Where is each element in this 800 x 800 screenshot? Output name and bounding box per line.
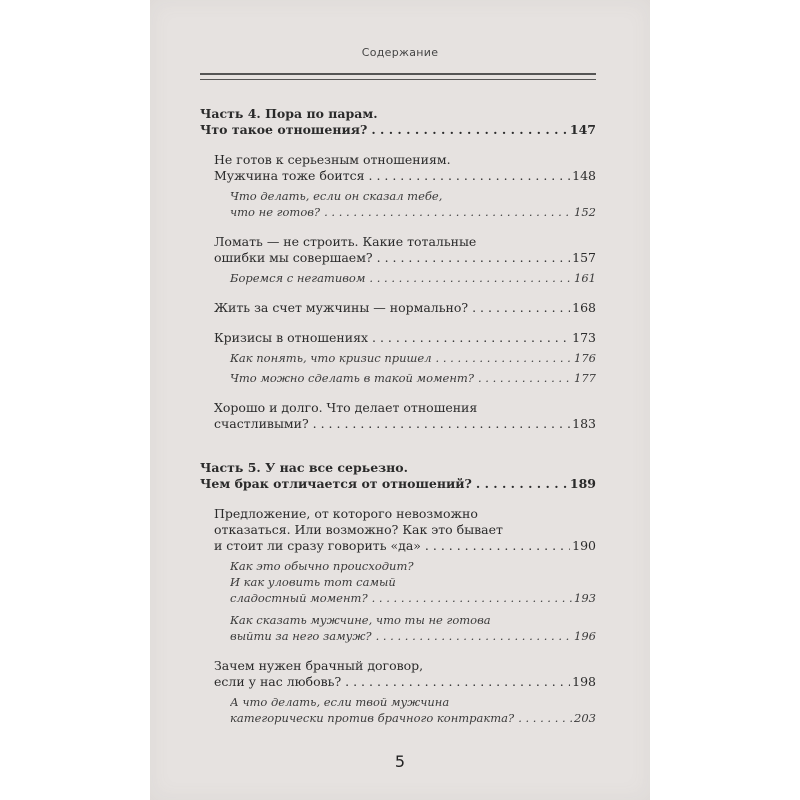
toc-entry-title-line: Мужчина тоже боится: [214, 168, 365, 183]
toc-entry-part: [200, 460, 596, 492]
toc-entry-title-line: Боремся с негативом: [230, 271, 366, 285]
toc-page-number: 147: [569, 122, 596, 137]
dot-leader: [425, 538, 570, 554]
toc-page-number: 177: [574, 371, 596, 385]
dot-leader: [324, 204, 572, 220]
toc-entry-title-line: и стоит ли сразу говорить «да»: [214, 538, 421, 553]
toc-entry-title-line: ошибки мы совершаем?: [214, 250, 373, 265]
book-page: [150, 0, 650, 800]
toc-entry-final-line: [214, 300, 596, 316]
dot-leader: [478, 370, 572, 386]
toc-entry-title-line: сладостный момент?: [230, 591, 368, 605]
toc-entry-title-line: Часть 5. У нас все серьезно.: [200, 460, 408, 475]
toc-page-number: 168: [572, 300, 596, 315]
toc-entry-final-line: [230, 204, 596, 220]
toc-entry-title-line: Чем брак отличается от отношений?: [200, 476, 472, 491]
toc-entry-final-line: [230, 350, 596, 366]
toc-entry-chap: [214, 506, 596, 554]
toc-entry-title-line: Как понять, что кризис пришел: [230, 351, 432, 365]
toc-entry-title-line: Ломать — не строить. Какие тотальные: [214, 234, 477, 249]
toc-page-number: 196: [574, 629, 596, 643]
toc-page-number: 152: [574, 205, 596, 219]
toc-entry-final-line: [214, 250, 596, 266]
toc-entry-chap: [214, 152, 596, 184]
dot-leader: [436, 350, 573, 366]
toc-entry-sub: [230, 558, 596, 606]
toc-entry-title-line: Часть 4. Пора по парам.: [200, 106, 378, 121]
toc-page-number: 157: [572, 250, 596, 265]
toc-entry-final-line: [214, 674, 596, 690]
toc-page-number: 189: [569, 476, 596, 491]
toc-entry-title-line: Как сказать мужчине, что ты не готова: [230, 613, 491, 627]
toc-entry-title-line: Кризисы в отношениях: [214, 330, 369, 345]
toc-entry-chap: [214, 300, 596, 316]
toc-entry-title-line: Зачем нужен брачный договор,: [214, 658, 424, 673]
toc-entry-final-line: [200, 122, 596, 138]
toc-entry-title-line: что не готов?: [230, 205, 321, 219]
toc-entry-title-line: Что делать, если он сказал тебе,: [230, 189, 443, 203]
toc-entry-sub: [230, 270, 596, 286]
toc-entry-final-line: [214, 330, 596, 346]
toc-page-number: 198: [572, 674, 596, 689]
dot-leader: [313, 416, 570, 432]
toc-entry-final-line: [230, 270, 596, 286]
toc-page-number: 183: [572, 416, 596, 431]
dot-leader: [371, 122, 568, 138]
header-rule-thin: [200, 79, 596, 80]
toc-entry-final-line: [214, 168, 596, 184]
dot-leader: [472, 300, 570, 316]
toc-entry-title-line: А что делать, если твой мужчина: [230, 695, 450, 709]
toc-entry-chap: [214, 234, 596, 266]
toc-entry-title-line: Как это обычно происходит?: [230, 559, 414, 573]
toc-entry-sub: [230, 612, 596, 644]
toc-entry-final-line: [214, 416, 596, 432]
toc-entry-title-line: счастливыми?: [214, 416, 309, 431]
toc-page-number: 190: [572, 538, 596, 553]
table-of-contents: [200, 106, 596, 726]
toc-entry-title-line: Что можно сделать в такой момент?: [230, 371, 474, 385]
toc-entry-chap: [214, 400, 596, 432]
dot-leader: [369, 270, 572, 286]
toc-entry-chap: [214, 330, 596, 346]
dot-leader: [372, 590, 572, 606]
dot-leader: [476, 476, 568, 492]
page-number: 5: [394, 752, 406, 771]
toc-entry-final-line: [230, 370, 596, 386]
toc-page-number: 203: [574, 711, 596, 725]
header-rule-thick: [200, 73, 596, 75]
toc-entry-title-line: Жить за счет мужчины — нормально?: [214, 300, 469, 315]
toc-page-number: 176: [574, 351, 596, 365]
dot-leader: [376, 628, 572, 644]
toc-page-number: 148: [572, 168, 596, 183]
toc-entry-title-line: Предложение, от которого невозможно: [214, 506, 478, 521]
toc-entry-chap: [214, 658, 596, 690]
dot-leader: [518, 710, 572, 726]
toc-entry-title-line: Что такое отношения?: [200, 122, 368, 137]
dot-leader: [369, 168, 571, 184]
toc-entry-title-line: выйти за него замуж?: [230, 629, 372, 643]
toc-entry-sub: [230, 350, 596, 366]
toc-entry-final-line: [214, 538, 596, 554]
toc-page-number: 161: [574, 271, 596, 285]
toc-entry-title-line: если у нас любовь?: [214, 674, 342, 689]
toc-entry-final-line: [230, 710, 596, 726]
toc-entry-title-line: И как уловить тот самый: [230, 575, 396, 589]
toc-entry-final-line: [200, 476, 596, 492]
toc-entry-title-line: Не готов к серьезным отношениям.: [214, 152, 451, 167]
dot-leader: [372, 330, 570, 346]
toc-entry-title-line: категорически против брачного контракта?: [230, 711, 515, 725]
toc-entry-final-line: [230, 628, 596, 644]
toc-page-number: 193: [574, 591, 596, 605]
toc-entry-title-line: Хорошо и долго. Что делает отношения: [214, 400, 478, 415]
toc-entry-final-line: [230, 590, 596, 606]
toc-entry-sub: [230, 694, 596, 726]
running-head: Содержание: [361, 46, 439, 59]
toc-entry-title-line: отказаться. Или возможно? Как это бывает: [214, 522, 503, 537]
toc-entry-part: [200, 106, 596, 138]
toc-page-number: 173: [572, 330, 596, 345]
toc-entry-sub: [230, 188, 596, 220]
dot-leader: [345, 674, 570, 690]
dot-leader: [377, 250, 571, 266]
toc-entry-sub: [230, 370, 596, 386]
